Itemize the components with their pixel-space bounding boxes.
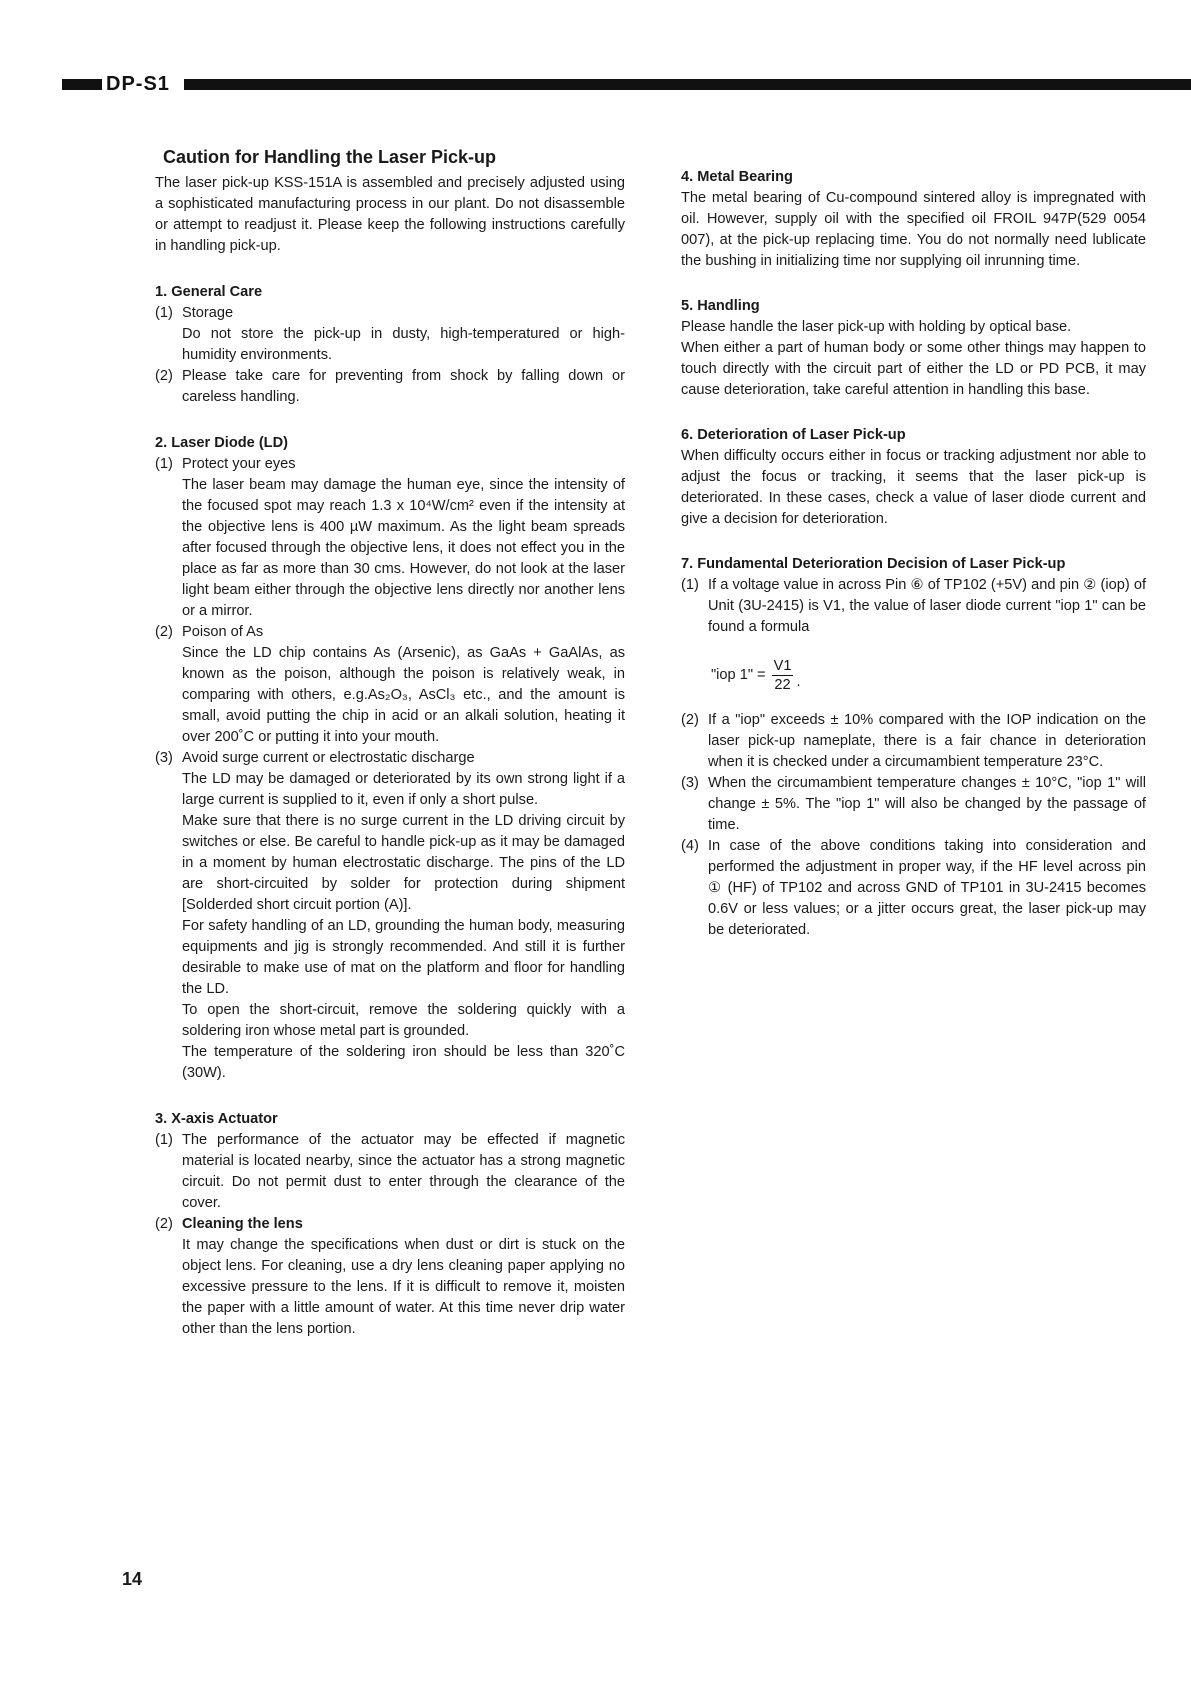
item-body: It may change the specifications when dust or dirt is stuck on the object lens. For cleaning, use a dry lens cleaning paper applying no excessive pressure to the lens. If it is difficult to remove it, moisten the paper with a little amount of water. At this time never drip water other than the lens portion.: [182, 1237, 625, 1337]
item-number: (2): [155, 368, 173, 384]
right-column: [681, 167, 1146, 941]
section-heading: 4. Metal Bearing: [681, 169, 793, 185]
item-body: Please take care for preventing from shock by falling down or careless handling.: [182, 368, 625, 405]
list-item: [155, 1214, 625, 1235]
item-number: (1): [155, 456, 173, 472]
section-heading: 3. X-axis Actuator: [155, 1111, 278, 1127]
header-bar-right: [184, 79, 1191, 90]
item-body: The performance of the actuator may be effected if magnetic material is located nearby, since the actuator has a strong magnetic circuit. Do not permit dust to enter through the clearance of the cover.: [182, 1132, 625, 1211]
item-number: (4): [681, 838, 699, 854]
section-heading: 5. Handling: [681, 298, 760, 314]
item-body: The temperature of the soldering iron should be less than 320˚C (30W).: [182, 1044, 625, 1081]
section-body: The metal bearing of Cu-compound sintered alloy is impregnated with oil. However, supply oil with the specified oil FROIL 947P(529 0054 007), at the pick-up replacing time. You do not normally need lublicate the bushing in initializing time nor supplying oil inrunning time.: [681, 190, 1146, 269]
section-heading: 1. General Care: [155, 284, 263, 300]
formula-dot: .: [796, 673, 801, 690]
list-item: [681, 773, 1146, 836]
section-body: Please handle the laser pick-up with holding by optical base.: [681, 319, 1072, 335]
item-heading: Poison of As: [182, 624, 264, 640]
header-bar-left: [62, 79, 102, 90]
page-title: Caution for Handling the Laser Pick-up: [163, 147, 497, 167]
section-heading: 7. Fundamental Deterioration Decision of Laser Pick-up: [681, 556, 1066, 572]
iop-formula: [711, 650, 1146, 700]
section-general-care: [155, 282, 625, 408]
item-body: The LD may be damaged or deteriorated by its own strong light if a large current is supplied to it, even if only a short pulse.: [182, 771, 625, 808]
list-item: [155, 454, 625, 475]
section-body: When difficulty occurs either in focus or tracking adjustment nor able to adjust the focus or tracking, it seems that the laser pick-up is deteriorated. In these cases, check a value of laser diode current and give a decision for deterioration.: [681, 448, 1146, 527]
intro-paragraph: The laser pick-up KSS-151A is assembled and precisely adjusted using a sophisticated manufacturing process in our plant. Do not disassemble or attempt to readjust it. Please keep the following instructions carefully in handling pick-up.: [155, 175, 625, 254]
section-handling: [681, 296, 1146, 401]
item-body: If a voltage value in across Pin ⑥ of TP102 (+5V) and pin ② (iop) of Unit (3U-2415) is V1, the value of laser diode current "iop 1" can be found a formula: [708, 577, 1146, 635]
item-body: When the circumambient temperature changes ± 10°C, "iop 1" will change ± 5%. The "iop 1" will also be changed by the passage of time.: [708, 775, 1146, 833]
item-number: (1): [155, 305, 173, 321]
item-number: (2): [155, 624, 173, 640]
section-metal-bearing: [681, 167, 1146, 272]
item-number: (3): [681, 775, 699, 791]
formula-fraction: [772, 657, 794, 694]
section-laser-diode: [155, 433, 625, 1084]
page-number: 14: [122, 1569, 143, 1589]
list-item: [681, 710, 1146, 773]
item-number: (1): [681, 577, 699, 593]
formula-denominator: 22: [774, 676, 791, 693]
item-body: In case of the above conditions taking into consideration and performed the adjustment in proper way, if the HF level across pin ① (HF) of TP102 and across GND of TP101 in 3U-2415 becomes 0.6V or less values; or a jitter occurs great, the laser pick-up may be deteriorated.: [708, 838, 1146, 938]
item-heading: Cleaning the lens: [182, 1216, 303, 1232]
section-body: When either a part of human body or some other things may happen to touch directly with the circuit part of either the LD or PD PCB, it may cause deterioration, take careful attention in handling this base.: [681, 340, 1146, 398]
left-column: [155, 146, 625, 1340]
model-label: DP-S1: [106, 73, 170, 95]
list-item: [155, 622, 625, 643]
list-item: [155, 303, 625, 324]
item-body: If a "iop" exceeds ± 10% compared with the IOP indication on the laser pick-up nameplate, there is a fair chance in deterioration when it is checked under a circumambient temperature 23°C.: [708, 712, 1146, 770]
item-number: (2): [155, 1216, 173, 1232]
list-item: [681, 836, 1146, 941]
list-item: [681, 575, 1146, 638]
item-heading: Storage: [182, 305, 234, 321]
item-number: (3): [155, 750, 173, 766]
item-heading: Protect your eyes: [182, 456, 296, 472]
item-body: For safety handling of an LD, grounding the human body, measuring equipments and jig is strongly recommended. And still it is further desirable to make use of mat on the platform and floor for handling the LD.: [182, 918, 625, 997]
section-deterioration-decision: [681, 554, 1146, 941]
list-item: [155, 1130, 625, 1214]
item-body: The laser beam may damage the human eye, since the intensity of the focused spot may reach 1.3 x 10⁴W/cm² even if the intensity at the objective lens is 400 µW maximum. As the light beam spreads after focused through the objective lens, it does not effect you in the place as far as more than 30 cms. However, do not look at the laser light beam either through the objective lens directly nor another lens or a mirror.: [182, 477, 625, 619]
item-body: Make sure that there is no surge current in the LD driving circuit by switches or else. Be careful to handle pick-up as it may be damaged in a moment by human electrostatic discharge. The pins of the LD are short-circuited by solder for protection during shipment [Solderded short circuit portion (A)].: [182, 813, 625, 913]
section-heading: 6. Deterioration of Laser Pick-up: [681, 427, 906, 443]
item-body: Do not store the pick-up in dusty, high-temperatured or high-humidity environments.: [182, 326, 625, 363]
section-x-axis-actuator: [155, 1109, 625, 1340]
formula-lhs: "iop 1" =: [711, 666, 766, 683]
item-number: (1): [155, 1132, 173, 1148]
item-number: (2): [681, 712, 699, 728]
formula-numerator: V1: [773, 657, 792, 674]
list-item: [155, 366, 625, 408]
item-heading: Avoid surge current or electrostatic discharge: [182, 750, 475, 766]
section-heading: 2. Laser Diode (LD): [155, 435, 288, 451]
list-item: [155, 748, 625, 769]
item-body: To open the short-circuit, remove the soldering quickly with a soldering iron whose metal part is grounded.: [182, 1002, 625, 1039]
section-deterioration: [681, 425, 1146, 530]
item-body: Since the LD chip contains As (Arsenic), as GaAs + GaAlAs, as known as the poison, although the poison is relatively weak, in comparing with others, e.g.As₂O₃, AsCl₃ etc., and the amount is small, avoid putting the chip in acid or an alkali solution, heating it over 200˚C or putting it into your mouth.: [182, 645, 625, 745]
